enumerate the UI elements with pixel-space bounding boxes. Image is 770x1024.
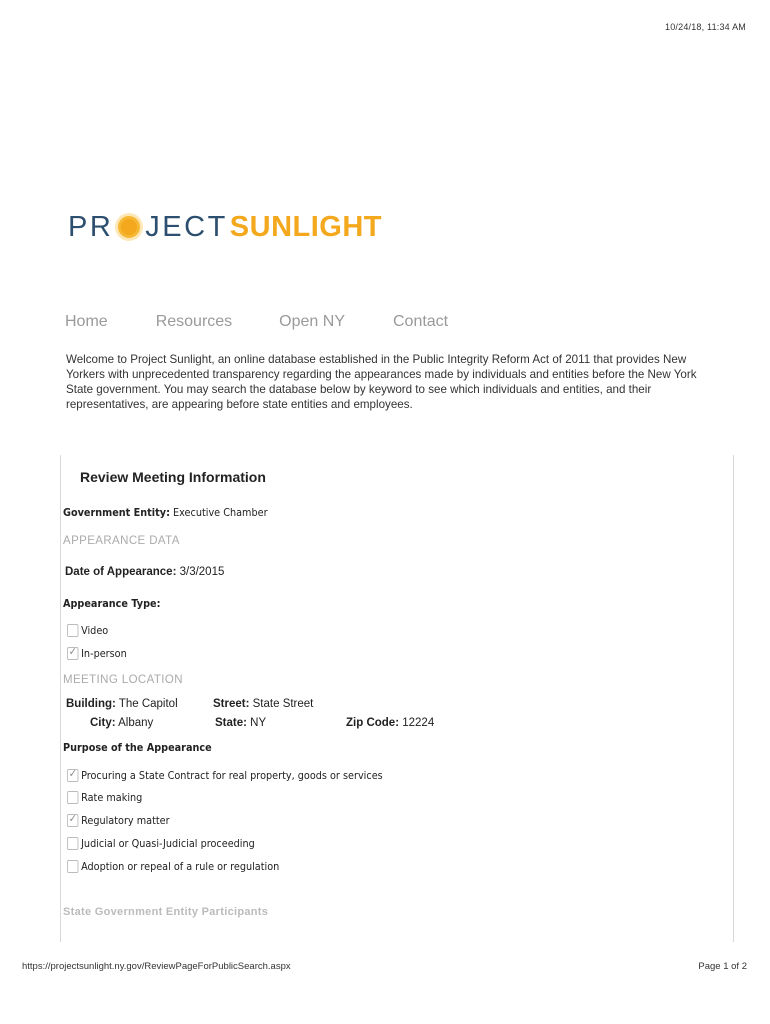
city-value: Albany bbox=[118, 717, 154, 729]
street bbox=[213, 698, 313, 710]
city bbox=[90, 717, 153, 729]
appearance-type-label: Appearance Type: bbox=[63, 597, 161, 610]
state-value: NY bbox=[250, 717, 267, 729]
date-label: Date of Appearance: bbox=[65, 566, 177, 578]
purpose-checkbox[interactable] bbox=[67, 791, 78, 804]
footer-page-number: Page 1 of 2 bbox=[698, 961, 747, 972]
panel-right-border bbox=[733, 455, 734, 942]
participants-heading: State Government Entity Participants bbox=[63, 906, 269, 918]
type-video bbox=[67, 624, 108, 637]
purpose-checkbox[interactable] bbox=[67, 769, 78, 782]
purpose-item bbox=[67, 791, 142, 804]
project-sunlight-logo[interactable] bbox=[68, 205, 382, 249]
intro-paragraph: Welcome to Project Sunlight, an online database established in the Public Integrity Reform Act of 2011 that provides New Yorkers with unprecedented transparency regarding the appearances made by individuals and entities before the New York State government. You may search the database below by keyword to see which individuals and entities, and their representatives, are appearing before state entities and employees. bbox=[66, 353, 697, 411]
nav-resources[interactable]: Resources bbox=[155, 313, 233, 330]
logo-text-ject: JECT bbox=[145, 210, 228, 243]
date-value: 3/3/2015 bbox=[179, 566, 225, 578]
video-label: Video bbox=[81, 624, 109, 637]
meeting-location-heading: MEETING LOCATION bbox=[63, 674, 183, 686]
nav-contact[interactable]: Contact bbox=[392, 313, 449, 330]
purpose-item-label: Adoption or repeal of a rule or regulation bbox=[81, 860, 280, 873]
city-label: City: bbox=[90, 717, 116, 729]
in-person-label: In-person bbox=[81, 647, 127, 660]
footer-url: https://projectsunlight.ny.gov/ReviewPageForPublicSearch.aspx bbox=[22, 961, 291, 972]
main-nav bbox=[65, 313, 448, 331]
zip-value: 12224 bbox=[402, 717, 435, 729]
street-label: Street: bbox=[213, 698, 250, 710]
nav-home[interactable]: Home bbox=[65, 313, 108, 330]
date-of-appearance bbox=[65, 566, 224, 578]
print-timestamp: 10/24/18, 11:34 AM bbox=[665, 22, 746, 32]
zip-code bbox=[346, 717, 434, 729]
state-label: State: bbox=[215, 717, 247, 729]
panel-left-border bbox=[60, 455, 61, 942]
building bbox=[66, 698, 178, 710]
street-value: State Street bbox=[252, 698, 314, 710]
purpose-checkbox[interactable] bbox=[67, 837, 78, 850]
state bbox=[215, 717, 266, 729]
government-entity-value: Executive Chamber bbox=[173, 506, 268, 519]
appearance-data-heading: APPEARANCE DATA bbox=[63, 535, 180, 547]
government-entity-label: Government Entity: bbox=[63, 506, 170, 519]
nav-open-ny[interactable]: Open NY bbox=[279, 313, 345, 330]
zip-label: Zip Code: bbox=[346, 717, 400, 729]
purpose-item bbox=[67, 814, 170, 827]
purpose-item bbox=[67, 860, 279, 873]
purpose-item-label: Procuring a State Contract for real property, goods or services bbox=[81, 769, 383, 782]
video-checkbox[interactable] bbox=[67, 624, 78, 637]
purpose-checkbox[interactable] bbox=[67, 860, 78, 873]
building-value: The Capitol bbox=[118, 698, 178, 710]
purpose-item bbox=[67, 837, 255, 850]
logo-text-sunlight: SUNLIGHT bbox=[229, 210, 383, 243]
purpose-label: Purpose of the Appearance bbox=[63, 741, 212, 754]
purpose-item-label: Judicial or Quasi-Judicial proceeding bbox=[81, 837, 255, 850]
purpose-item-label: Rate making bbox=[81, 791, 143, 804]
purpose-item-label: Regulatory matter bbox=[81, 814, 170, 827]
purpose-item bbox=[67, 769, 383, 782]
panel-title: Review Meeting Information bbox=[80, 469, 266, 485]
sun-icon bbox=[114, 212, 144, 242]
logo-text-pr: PR bbox=[68, 210, 114, 243]
building-label: Building: bbox=[66, 698, 116, 710]
type-in-person bbox=[67, 647, 127, 660]
purpose-checkbox[interactable] bbox=[67, 814, 78, 827]
government-entity bbox=[63, 506, 268, 519]
in-person-checkbox[interactable] bbox=[67, 647, 78, 660]
